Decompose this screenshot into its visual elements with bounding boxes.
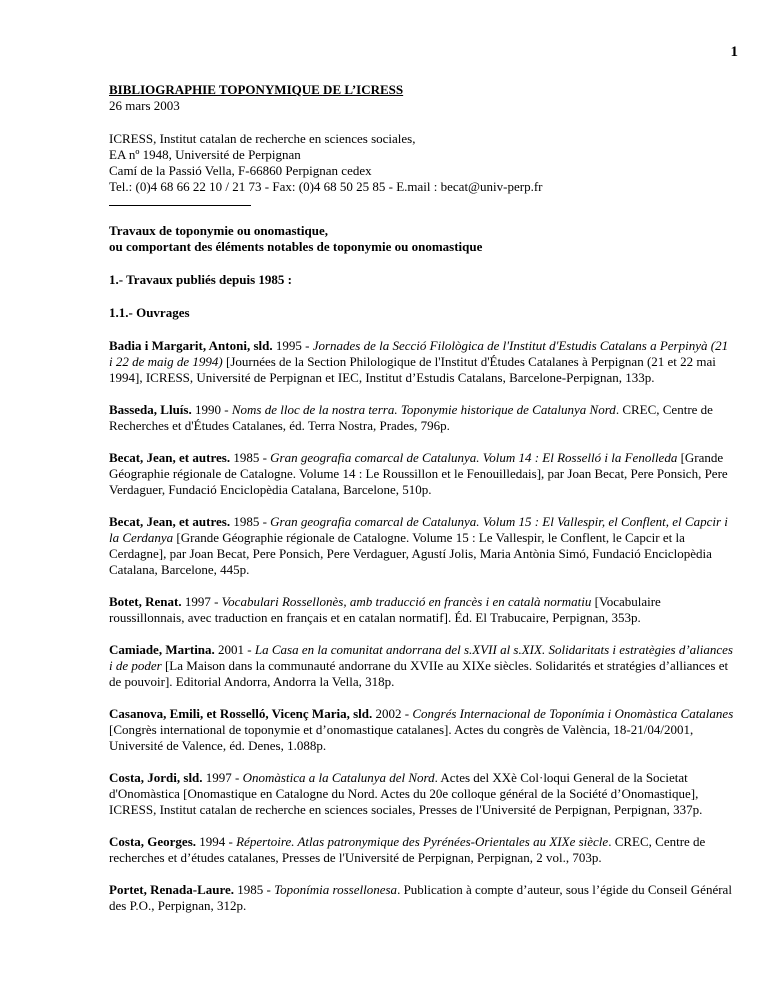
- entry-author: Costa, Georges.: [109, 834, 197, 849]
- entry-author: Basseda, Lluís.: [109, 402, 192, 417]
- bibliography-entry: [109, 514, 734, 578]
- bibliography-entry: [109, 338, 734, 386]
- bibliography-entry: [109, 882, 734, 914]
- entry-title: Gran geografia comarcal de Catalunya. Volum 14 : El Rosselló i la Fenolleda: [270, 450, 678, 465]
- entry-year: 1995 -: [272, 338, 313, 353]
- entry-details: [Congrès international de toponymie et d’onomastique catalanes]. Actes du congrès de València, 18-21/04/2001, Université de Valence, éd. Denes, 1.088p.: [109, 722, 694, 753]
- entry-year: 1990 -: [191, 402, 232, 417]
- bibliography-entry: [109, 450, 734, 498]
- entry-details: [La Maison dans la communauté andorrane du XVIIe au XIXe siècles. Solidarités et stratégies d’alliances et de pouvoir]. Editorial Andorra, Andorra la Vella, 318p.: [109, 658, 729, 689]
- entry-details: . Actes del XXè Col·loqui General de la Societat d'Onomàstica [Onomastique en Catalogne du Nord. Actes du 20e colloque général de la Société d’Onomastique], ICRESS, Institut catalan de recherche en sciences sociales, Presses de l'Université de Perpignan, Perpignan, 337p.: [109, 770, 703, 817]
- entry-title: Vocabulari Rossellonès, amb traducció en francès i en català normatiu: [221, 594, 592, 609]
- entry-title: La Casa en la comunitat andorrana del s.XVII al s.XIX. Solidaritats i estratègies d’aliances i de poder: [109, 642, 733, 673]
- entry-details: . CREC, Centre de recherches et d’études catalanes, Presses de l'Université de Perpignan, Perpignan, 2 vol., 703p.: [109, 834, 706, 865]
- entry-title: Congrés Internacional de Toponímia i Onomàstica Catalanes: [412, 706, 734, 721]
- bibliography-entry: [109, 594, 734, 626]
- section-heading: [109, 223, 734, 255]
- institution-line: ICRESS, Institut catalan de recherche en sciences sociales,: [109, 131, 416, 146]
- document-body: [109, 82, 734, 930]
- institution-address: [109, 131, 734, 195]
- entry-details: [Grande Géographie régionale de Catalogne. Volume 15 : Le Vallespir, le Conflent, le Capcir et la Cerdagne], par Joan Becat, Pere Ponsich, Pere Verdaguer, Agustí Jolis, Maria Antònia Simó, Fundació Enciclopèdia Catalana, Barcelone, 445p.: [109, 530, 712, 577]
- entry-title: Jornades de la Secció Filològica de l'Institut d'Estudis Catalans a Perpinyà (21 i 22 de maig de 1994): [109, 338, 729, 369]
- entry-title: Gran geografia comarcal de Catalunya. Volum 15 : El Vallespir, el Conflent, el Capcir i la Cerdanya: [109, 514, 728, 545]
- entry-title: Noms de lloc de la nostra terra. Toponymie historique de Catalunya Nord: [231, 402, 616, 417]
- entry-title: Répertoire. Atlas patronymique des Pyrénées-Orientales au XIXe siècle: [236, 834, 609, 849]
- bibliography-entry: [109, 706, 734, 754]
- entry-author: Casanova, Emili, et Rosselló, Vicenç Maria, sld.: [109, 706, 373, 721]
- entry-year: 1997 -: [202, 770, 243, 785]
- entry-year: 2002 -: [372, 706, 413, 721]
- institution-line: Tel.: (0)4 68 66 22 10 / 21 73 - Fax: (0)4 68 50 25 85 - E.mail : becat@univ-perp.fr: [109, 179, 543, 194]
- document-date: 26 mars 2003: [109, 98, 180, 113]
- bibliography-entry: [109, 770, 734, 818]
- entry-year: 1985 -: [230, 514, 271, 529]
- page-number: 1: [730, 44, 738, 60]
- separator-rule: [109, 205, 251, 206]
- entry-author: Becat, Jean, et autres.: [109, 450, 231, 465]
- entry-details: . CREC, Centre de Recherches et d'Études Catalanes, éd. Terra Nostra, Prades, 796p.: [109, 402, 713, 433]
- heading-level-1: 1.- Travaux publiés depuis 1985 :: [109, 272, 293, 287]
- entry-details: [Grande Géographie régionale de Catalogne. Volume 14 : Le Roussillon et le Fenouilledais], par Joan Becat, Pere Ponsich, Pere Verdaguer, Fundació Enciclopèdia Catalana, Barcelone, 510p.: [109, 450, 728, 497]
- section-heading-line: Travaux de toponymie ou onomastique,: [109, 223, 328, 238]
- entry-author: Becat, Jean, et autres.: [109, 514, 231, 529]
- entry-details: [Journées de la Section Philologique de l'Institut d'Études Catalanes à Perpignan (21 et 22 mai 1994], ICRESS, Université de Perpignan et IEC, Institut d’Estudis Catalans, Barcelone-Perpignan, 133p.: [109, 354, 716, 385]
- entry-author: Portet, Renada-Laure.: [109, 882, 235, 897]
- entry-author: Costa, Jordi, sld.: [109, 770, 203, 785]
- entry-author: Badia i Margarit, Antoni, sld.: [109, 338, 273, 353]
- entry-year: 1994 -: [196, 834, 237, 849]
- bibliography-list: [109, 338, 734, 914]
- bibliography-entry: [109, 402, 734, 434]
- entry-title: Onomàstica a la Catalunya del Nord: [242, 770, 435, 785]
- entry-year: 1985 -: [230, 450, 271, 465]
- entry-details: . Publication à compte d’auteur, sous l’égide du Conseil Général des P.O., Perpignan, 312p.: [109, 882, 732, 913]
- section-heading-line: ou comportant des éléments notables de toponymie ou onomastique: [109, 239, 483, 254]
- document-title: BIBLIOGRAPHIE TOPONYMIQUE DE L’ICRESS: [109, 82, 404, 97]
- entry-year: 1997 -: [181, 594, 222, 609]
- entry-year: 1985 -: [234, 882, 275, 897]
- entry-year: 2001 -: [214, 642, 255, 657]
- entry-title: Toponímia rossellonesa: [274, 882, 398, 897]
- heading-level-2: 1.1.- Ouvrages: [109, 305, 190, 320]
- bibliography-entry: [109, 834, 734, 866]
- entry-details: [Vocabulaire roussillonnais, avec traduction en français et en catalan normatif]. Éd. El Trabucaire, Perpignan, 353p.: [109, 594, 661, 625]
- entry-author: Camiade, Martina.: [109, 642, 215, 657]
- institution-line: Camí de la Passió Vella, F-66860 Perpignan cedex: [109, 163, 372, 178]
- institution-line: EA nº 1948, Université de Perpignan: [109, 147, 301, 162]
- bibliography-entry: [109, 642, 734, 690]
- entry-author: Botet, Renat.: [109, 594, 182, 609]
